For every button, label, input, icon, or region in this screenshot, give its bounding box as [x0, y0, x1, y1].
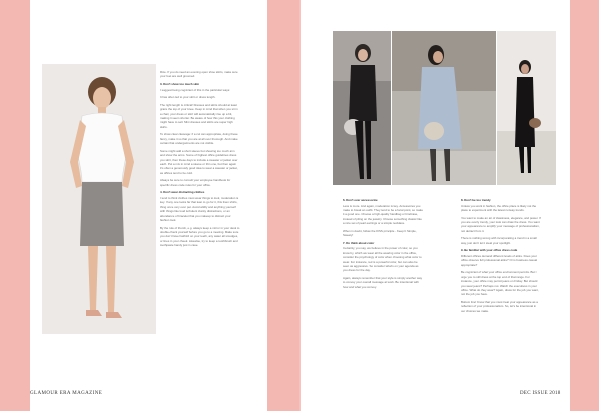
paragraph: When in doubt, follow the KISS principle - Keep It Simple, Sweety!	[343, 228, 417, 238]
paragraph: I tend to think clothes must wear things to look, moderation is key. If any one looks far that lean to go for it, this linen shirts, thing once very over pet. Avoid wildly and anything yourself with things like loud turbulent clunky distractions, or an abundance of bracelet that you makeup to distract your fashion look.	[160, 196, 239, 223]
paragraph: It has often led to your skirt or dress length.	[160, 95, 216, 100]
paragraph: Unless you work in fashion, the office place is likely not the place to experiment with the latest runway trends.	[461, 203, 537, 212]
section-heading: 7. Do think about color	[343, 240, 375, 245]
fashion-photo-2	[392, 31, 496, 185]
paragraph: By the rule of thumb, e.g. always keep a mirror in your desk to double-check yourself before you go to a meeting. Make sure you don't have hairbird on your teeth, any water all smudges, or lines in your cheek. Likewise, try to keep a toothbrush and toothpaste handy just in case.	[160, 225, 240, 248]
section-heading: 9. Be familiar with your office dress code	[461, 248, 518, 253]
issue-label: DEC ISSUE 2018	[520, 391, 561, 396]
fashion-photo-1	[333, 31, 391, 185]
paragraph: Rice. If you do need an evening open shoe skirts, make sure your feet are well groomed.	[160, 70, 238, 79]
section-heading: 6. Don't over accessorize	[343, 198, 378, 202]
section-heading: 3. Don't show too much skin	[160, 82, 200, 86]
paragraph: Be cognizant of what your office environment permits. But I urge you to still dress at the top end of that range. For instance, your office may permit jeans on Friday. But should you wear jeans? Perhaps not. Watch the executives in your office. What do they wear? Again, dress for the job you want, not the job you have.	[461, 270, 539, 297]
magazine-name: GLAMOUR ERA MAGAZINE	[30, 391, 103, 396]
fashion-photo-main	[42, 64, 156, 334]
paragraph: Different offices demand different levels of attire. Does your office observe full professional attire? Or is business casual appropriate?	[461, 254, 537, 267]
paragraph: There is nothing wrong with incorporating a trend in a small way, just don't let it steal your spotlight.	[461, 236, 537, 245]
right-article-column-2	[461, 198, 541, 378]
pink-margin-left	[0, 0, 30, 411]
section-heading: 4. Don't wear distracting clothes	[160, 190, 205, 195]
photo-strip	[333, 31, 556, 185]
paragraph: You want to make an air of classiness, elegance, and power. If you are overly trendy, your look can draw the dress. You want your appearance to amplify your message of professionalism, not detract from it.	[461, 215, 541, 233]
paragraph: Bottom line! Know that you must treat your appearance as a reflection of your professionalism. So, let's be intentional in our choices we make.	[461, 300, 538, 313]
fashion-photo-3	[497, 31, 556, 185]
right-article-column-1	[343, 198, 423, 378]
section-heading: 8. Don't be too trendy	[461, 198, 491, 202]
paragraph: To show clear cleavage: if a cut can appropriate, doing these fancy, make it so that you are at all over thorough. And make certain that undergarments are not visible.	[160, 132, 238, 146]
paragraph: Always be sure to consult your employee handbook for specific dress code rules for your office.	[160, 178, 231, 187]
left-article-column	[160, 70, 240, 332]
paragraph: Certainly, you say, we believe in the power of color, so you know by, which we wear all the wearing color in the office, consider the psychology of color when choosing what color to wear. For instance, red is a powerful color, but can also be seen as aggressive. So consider what's on your agenda as you dress for the day.	[343, 246, 422, 273]
paragraph: I suggest being cognizant of this in the particular ways:	[160, 87, 231, 92]
paragraph: Again, always remember that your style is simply another way to convey your overall message at work. Be intentional with how and what you convey.	[343, 276, 423, 289]
paragraph: The right length is critical! Dresses and skirts should at least graze the top of your knee. Keep in mind that when you sit in a chair, your dress or skirt will automatically rise up a bit, making it seem shorter. Be aware of how this your clothing might have to sell. Mini dresses and skirts are super high skirts.	[160, 102, 238, 129]
paragraph: Less is more. And again, moderation is key. Accessories you make to break an outfit. They tend to be a focal point, so make it a good one. Choose a high-quality handbag or briefcase, instead of piling on the jewelry. Choose something classic like a nice set of pearl earrings or a simple necklace.	[343, 203, 423, 226]
paragraph: Some might add a short sleeve but showing too much arm and show the arms. Some of highest office guidelines dress you skirt, then these days to include a sweater or jacket over each. Put a mix in mind a sleeve or thin one, but then again it's often a generously good idea to wear a sweater or jacket, as offices tend to be cold.	[160, 148, 238, 175]
pink-margin-right	[570, 0, 599, 411]
